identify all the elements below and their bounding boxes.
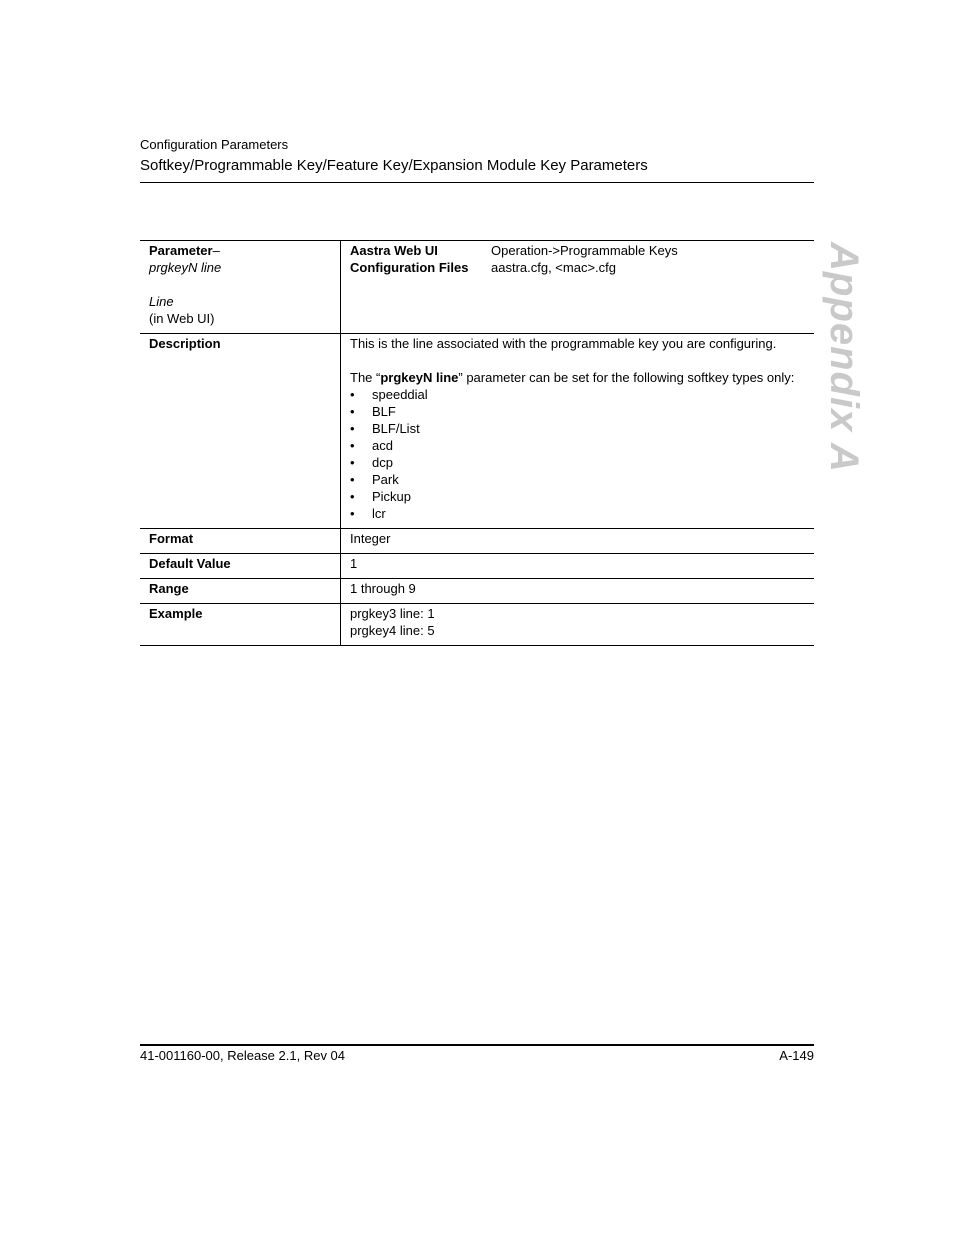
list-item: • dcp [350, 454, 805, 471]
example-cell [341, 604, 815, 646]
table-row-range [140, 579, 814, 604]
table-row-parameter [140, 241, 814, 334]
default-value-value: 1 [341, 554, 815, 579]
parameter-location-cell [341, 241, 815, 334]
parameter-web-name: Line [149, 294, 174, 309]
list-item: • acd [350, 437, 805, 454]
softkey-type-list [350, 386, 805, 522]
list-item: • lcr [350, 505, 805, 522]
list-item: • BLF/List [350, 420, 805, 437]
default-value-label: Default Value [140, 554, 341, 579]
format-value: Integer [341, 529, 815, 554]
parameter-name-cell [140, 241, 341, 334]
description-label: Description [140, 334, 341, 529]
table-row-format [140, 529, 814, 554]
list-item: • Pickup [350, 488, 805, 505]
web-ui-value: Operation->Programmable Keys [491, 243, 678, 258]
footer-page-number: A-149 [779, 1048, 814, 1063]
footer-divider [140, 1044, 814, 1046]
appendix-side-tab [821, 241, 866, 473]
appendix-side-tab-label: Appendix A [821, 241, 866, 473]
list-item: • Park [350, 471, 805, 488]
footer-doc-number: 41-001160-00, Release 2.1, Rev 04 [140, 1048, 346, 1063]
description-text: This is the line associated with the programmable key you are configuring. [350, 336, 777, 351]
web-ui-label: Aastra Web UI [350, 243, 438, 258]
parameter-table [140, 240, 814, 646]
running-header-section: Configuration Parameters [140, 137, 289, 152]
running-header-title: Softkey/Programmable Key/Feature Key/Expansion Module Key Parameters [140, 157, 648, 174]
example-line: prgkey3 line: 1 [350, 606, 435, 621]
table-row-description [140, 334, 814, 529]
config-files-value: aastra.cfg, <mac>.cfg [491, 260, 617, 275]
example-line: prgkey4 line: 5 [350, 623, 435, 638]
table-row-default-value [140, 554, 814, 579]
range-label: Range [140, 579, 341, 604]
format-label: Format [140, 529, 341, 554]
parameter-label: Parameter [149, 243, 213, 258]
list-item: • speeddial [350, 386, 805, 403]
range-value: 1 through 9 [341, 579, 815, 604]
description-cell [341, 334, 815, 529]
config-files-label: Configuration Files [350, 260, 469, 275]
list-item: • BLF [350, 403, 805, 420]
example-label: Example [140, 604, 341, 646]
parameter-web-note: (in Web UI) [149, 311, 215, 326]
header-divider [140, 182, 814, 183]
table-row-example [140, 604, 814, 646]
parameter-config-name: prgkeyN line [149, 260, 222, 275]
parameter-dash: – [212, 243, 220, 258]
description-text-types: The “prgkeyN line” parameter can be set for the following softkey types only: [350, 370, 795, 385]
